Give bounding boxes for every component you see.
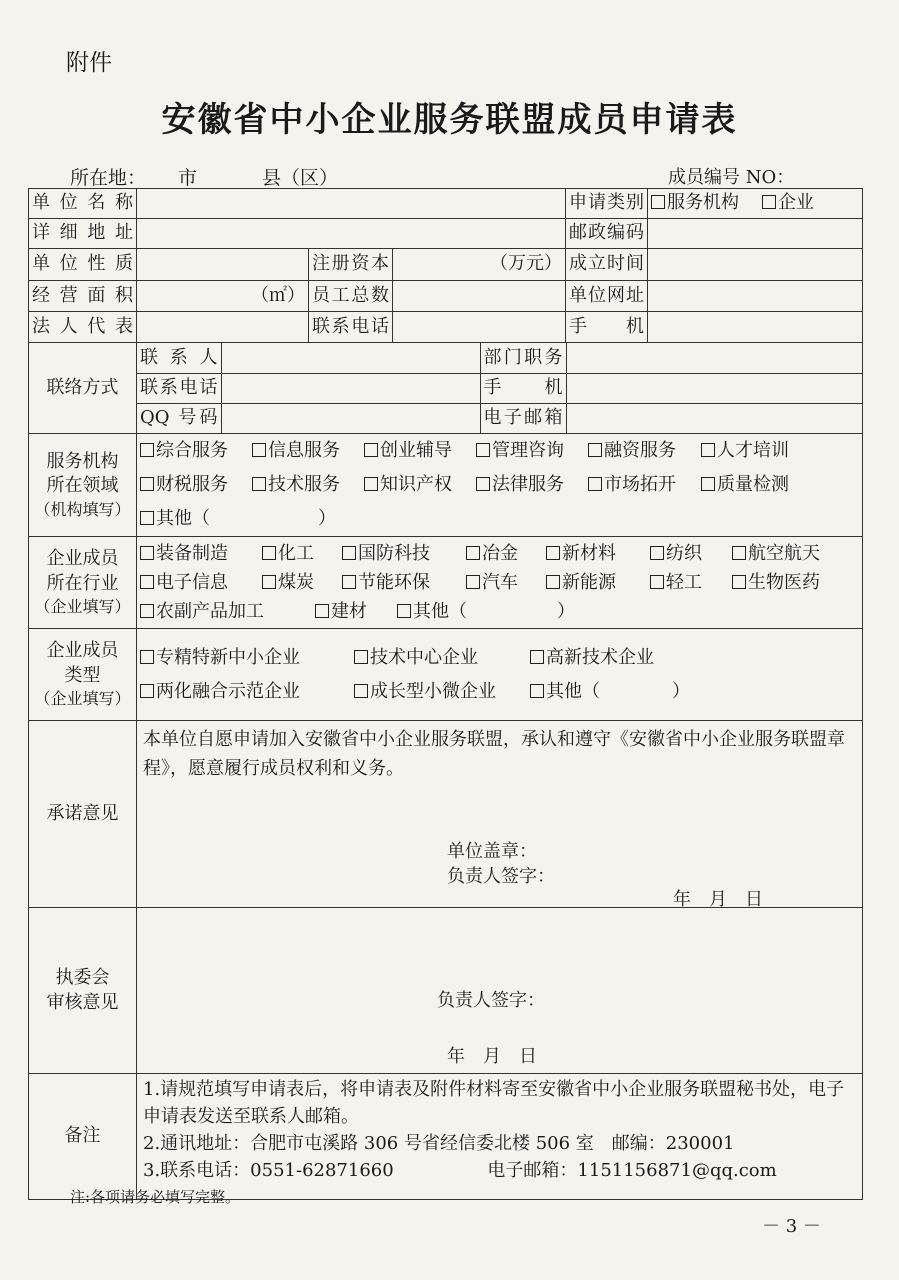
checkbox-option[interactable] (342, 568, 466, 597)
checkbox-label: 生物医药 (748, 572, 820, 593)
website-label: 单位网址 (566, 281, 648, 312)
checkbox-icon (701, 443, 715, 457)
checkbox-option[interactable] (466, 539, 546, 568)
checkbox-label: 技术中心企业 (370, 646, 478, 668)
checkbox-option[interactable] (342, 539, 466, 568)
apply-type-label: 申请类别 (566, 189, 648, 219)
legal-rep-label: 法人代表 (29, 312, 137, 343)
checkbox-label: 化工 (278, 543, 314, 564)
contact-phone-label: 联系电话 (137, 373, 221, 403)
checkbox-option[interactable] (354, 675, 530, 709)
checkbox-icon (476, 477, 490, 491)
checkbox-label: 其他（ ） (156, 508, 336, 529)
checkbox-label: 人才培训 (717, 440, 789, 461)
contact-person-label: 联系人 (137, 343, 221, 373)
checkbox-label: 新能源 (562, 572, 616, 593)
checkbox-option[interactable] (530, 641, 654, 675)
service-field-label: 服务机构 所在领域 （机构填写） (29, 434, 137, 537)
legal-rep-field[interactable] (137, 312, 309, 343)
checkbox-label: 专精特新中小企业 (156, 646, 300, 668)
checkbox-label: 汽车 (482, 572, 518, 593)
checkbox-option[interactable] (252, 468, 364, 502)
page-title: 安徽省中小企业服务联盟成员申请表 (161, 100, 738, 140)
contact-phone-field[interactable] (221, 373, 480, 403)
checkbox-option[interactable] (140, 675, 354, 709)
checkbox-icon (140, 511, 154, 525)
checkbox-option[interactable] (701, 434, 811, 468)
checkbox-label: 综合服务 (156, 440, 228, 461)
reg-capital-field[interactable] (393, 249, 566, 281)
pledge-date: 年 月 日 (673, 889, 763, 908)
area-label: 经营面积 (29, 281, 137, 312)
checkbox-icon (252, 477, 266, 491)
checkbox-icon (262, 575, 276, 589)
checkbox-icon (315, 604, 329, 618)
checkbox-label: 两化融合示范企业 (156, 680, 300, 702)
checkbox-icon (732, 575, 746, 589)
apply-option-enterprise[interactable]: 企业 (762, 192, 814, 213)
checkbox-label: 煤炭 (278, 572, 314, 593)
checkbox-option[interactable] (650, 568, 732, 597)
checkbox-label: 市场拓开 (604, 474, 676, 495)
checkbox-option[interactable] (588, 434, 701, 468)
checkbox-icon (140, 546, 154, 560)
checkbox-label: 创业辅导 (380, 440, 452, 461)
contact-person-field[interactable] (221, 343, 480, 373)
notes-label: 备注 (29, 1074, 137, 1200)
apply-option-service[interactable]: 服务机构 (651, 192, 739, 213)
notes-phone: 3.联系电话：0551-62871660 (143, 1160, 394, 1181)
checkbox-icon (546, 546, 560, 560)
attachment-label: 附件 (66, 50, 112, 76)
unit-nature-label: 单位性质 (29, 249, 137, 281)
checkbox-icon (701, 477, 715, 491)
checkbox-icon (466, 546, 480, 560)
review-date: 年 月 日 (447, 1046, 537, 1067)
email-label: 电子邮箱 (480, 403, 566, 433)
industry-label: 企业成员 所在行业 （企业填写） (29, 537, 137, 629)
checkbox-icon (342, 575, 356, 589)
checkbox-option[interactable] (140, 539, 262, 568)
unit-nature-field[interactable] (137, 249, 309, 281)
contact-mobile-label: 手 机 (480, 373, 566, 403)
checkbox-label: 航空航天 (748, 543, 820, 564)
checkbox-icon (354, 684, 368, 698)
checkbox-option[interactable] (546, 539, 650, 568)
found-time-label: 成立时间 (566, 249, 648, 281)
qq-label: QQ 号码 (137, 403, 221, 433)
checkbox-option[interactable] (546, 568, 650, 597)
checkbox-option[interactable] (262, 568, 342, 597)
checkbox-option[interactable] (650, 539, 732, 568)
checkbox-option[interactable] (262, 539, 342, 568)
checkbox-option[interactable] (140, 568, 262, 597)
checkbox-label: 建材 (331, 601, 367, 622)
checkbox-icon (140, 684, 154, 698)
application-form (28, 188, 863, 1200)
checkbox-option[interactable] (732, 539, 832, 568)
legal-phone-label: 联系电话 (309, 312, 393, 343)
checkbox-option[interactable] (354, 641, 530, 675)
checkbox-label: 轻工 (666, 572, 702, 593)
checkbox-icon (140, 650, 154, 664)
location-label: 所在地： (70, 167, 147, 189)
legal-mobile-field[interactable] (648, 312, 863, 343)
checkbox-icon (762, 195, 776, 209)
unit-name-label: 单位名称 (29, 189, 137, 219)
checkbox-option[interactable] (140, 597, 315, 626)
checkbox-label: 其他（ ） (413, 601, 575, 622)
address-label: 详细地址 (29, 219, 137, 249)
checkbox-option[interactable] (701, 468, 811, 502)
checkbox-option[interactable] (140, 641, 354, 675)
capital-unit: （万元） (490, 253, 563, 275)
checkbox-option[interactable] (140, 502, 336, 536)
checkbox-label: 成长型小微企业 (370, 680, 496, 702)
checkbox-icon (651, 195, 665, 209)
checkbox-label: 信息服务 (268, 440, 340, 461)
checkbox-label: 国防科技 (358, 543, 430, 564)
seal-label: 单位盖章： (447, 841, 537, 862)
checkbox-icon (262, 546, 276, 560)
checkbox-icon (354, 650, 368, 664)
checkbox-option[interactable] (530, 675, 690, 709)
checkbox-label: 冶金 (482, 543, 518, 564)
checkbox-label: 装备制造 (156, 543, 228, 564)
found-time-field[interactable] (648, 249, 863, 281)
location-county: 县（区） (262, 167, 339, 189)
checkbox-label: 节能环保 (358, 572, 430, 593)
staff-field[interactable] (393, 281, 566, 312)
legal-mobile-label: 手 机 (566, 312, 648, 343)
notes-line-1: 1.请规范填写申请表后，将申请表及附件材料寄至安徽省中小企业服务联盟秘书处，电子申请表发送至联系人邮箱。 (143, 1079, 845, 1127)
checkbox-option[interactable] (140, 468, 252, 502)
checkbox-icon (342, 546, 356, 560)
postcode-label: 邮政编码 (566, 219, 648, 249)
unit-name-field[interactable] (137, 189, 566, 219)
notes-line-3 (143, 1157, 856, 1184)
dept-label: 部门职务 (480, 343, 566, 373)
email-field[interactable] (566, 403, 862, 433)
review-cell (137, 908, 863, 1074)
checkbox-label: 技术服务 (268, 474, 340, 495)
checkbox-label: 高新技术企业 (546, 646, 654, 668)
checkbox-icon (466, 575, 480, 589)
legal-phone-field[interactable] (393, 312, 566, 343)
postcode-field[interactable] (648, 219, 863, 249)
checkbox-label: 质量检测 (717, 474, 789, 495)
checkbox-option[interactable] (476, 434, 588, 468)
footnote: 注:各项请务必填写完整。 (70, 1188, 241, 1206)
contact-section (137, 343, 863, 434)
checkbox-option[interactable] (588, 468, 701, 502)
checkbox-icon (140, 575, 154, 589)
page-number: － 3 － (762, 1216, 821, 1237)
checkbox-label: 法律服务 (492, 474, 564, 495)
checkbox-icon (650, 546, 664, 560)
checkbox-icon (546, 575, 560, 589)
notes-cell (137, 1074, 863, 1200)
contact-mobile-field[interactable] (566, 373, 862, 403)
service-options (137, 434, 863, 537)
review-label: 执委会 审核意见 (29, 908, 137, 1074)
checkbox-icon (588, 443, 602, 457)
reg-capital-label: 注册资本 (309, 249, 393, 281)
checkbox-label: 农副产品加工 (156, 601, 264, 622)
member-number-label: 成员编号 NO： (668, 167, 795, 188)
qq-field[interactable] (221, 403, 480, 433)
checkbox-option[interactable] (476, 468, 588, 502)
checkbox-label: 知识产权 (380, 474, 452, 495)
checkbox-icon (397, 604, 411, 618)
checkbox-label: 其他（ ） (546, 680, 690, 702)
staff-label: 员工总数 (309, 281, 393, 312)
checkbox-icon (732, 546, 746, 560)
review-sign-label: 负责人签字： (437, 990, 545, 1011)
checkbox-label: 融资服务 (604, 440, 676, 461)
checkbox-option[interactable] (252, 434, 364, 468)
checkbox-label: 纺织 (666, 543, 702, 564)
apply-type-options (648, 189, 863, 219)
checkbox-option[interactable] (397, 597, 575, 626)
area-unit: （㎡） (251, 284, 305, 306)
pledge-label: 承诺意见 (29, 721, 137, 908)
checkbox-icon (252, 443, 266, 457)
checkbox-icon (364, 443, 378, 457)
checkbox-label: 新材料 (562, 543, 616, 564)
enterprise-type-label: 企业成员 类型 （企业填写） (29, 629, 137, 721)
checkbox-label: 财税服务 (156, 474, 228, 495)
pledge-sign-label: 负责人签字： (447, 866, 555, 887)
checkbox-icon (140, 477, 154, 491)
checkbox-icon (140, 443, 154, 457)
area-field[interactable] (137, 281, 309, 312)
checkbox-icon (530, 650, 544, 664)
location-city: 市 (178, 167, 198, 189)
pledge-cell (137, 721, 863, 908)
checkbox-icon (140, 604, 154, 618)
contact-section-label: 联络方式 (29, 343, 137, 434)
checkbox-label: 电子信息 (156, 572, 228, 593)
checkbox-icon (650, 575, 664, 589)
checkbox-icon (476, 443, 490, 457)
checkbox-icon (364, 477, 378, 491)
checkbox-icon (530, 684, 544, 698)
website-field[interactable] (648, 281, 863, 312)
checkbox-option[interactable] (466, 568, 546, 597)
checkbox-icon (588, 477, 602, 491)
enterprise-type-options (137, 629, 863, 721)
notes-line-2: 2.通讯地址：合肥市屯溪路 306 号省经信委北楼 506 室 邮编：230001 (143, 1133, 735, 1154)
pledge-text: 本单位自愿申请加入安徽省中小企业服务联盟，承认和遵守《安徽省中小企业服务联盟章程》，愿意履行成员权利和义务。 (143, 729, 845, 779)
checkbox-option[interactable] (364, 434, 476, 468)
dept-field[interactable] (566, 343, 862, 373)
notes-email: 电子邮箱：1151156871@qq.com (487, 1160, 777, 1181)
industry-options (137, 537, 863, 629)
checkbox-option[interactable] (140, 434, 252, 468)
checkbox-label: 管理咨询 (492, 440, 564, 461)
checkbox-option[interactable] (364, 468, 476, 502)
checkbox-option[interactable] (732, 568, 832, 597)
address-field[interactable] (137, 219, 566, 249)
checkbox-option[interactable] (315, 597, 397, 626)
